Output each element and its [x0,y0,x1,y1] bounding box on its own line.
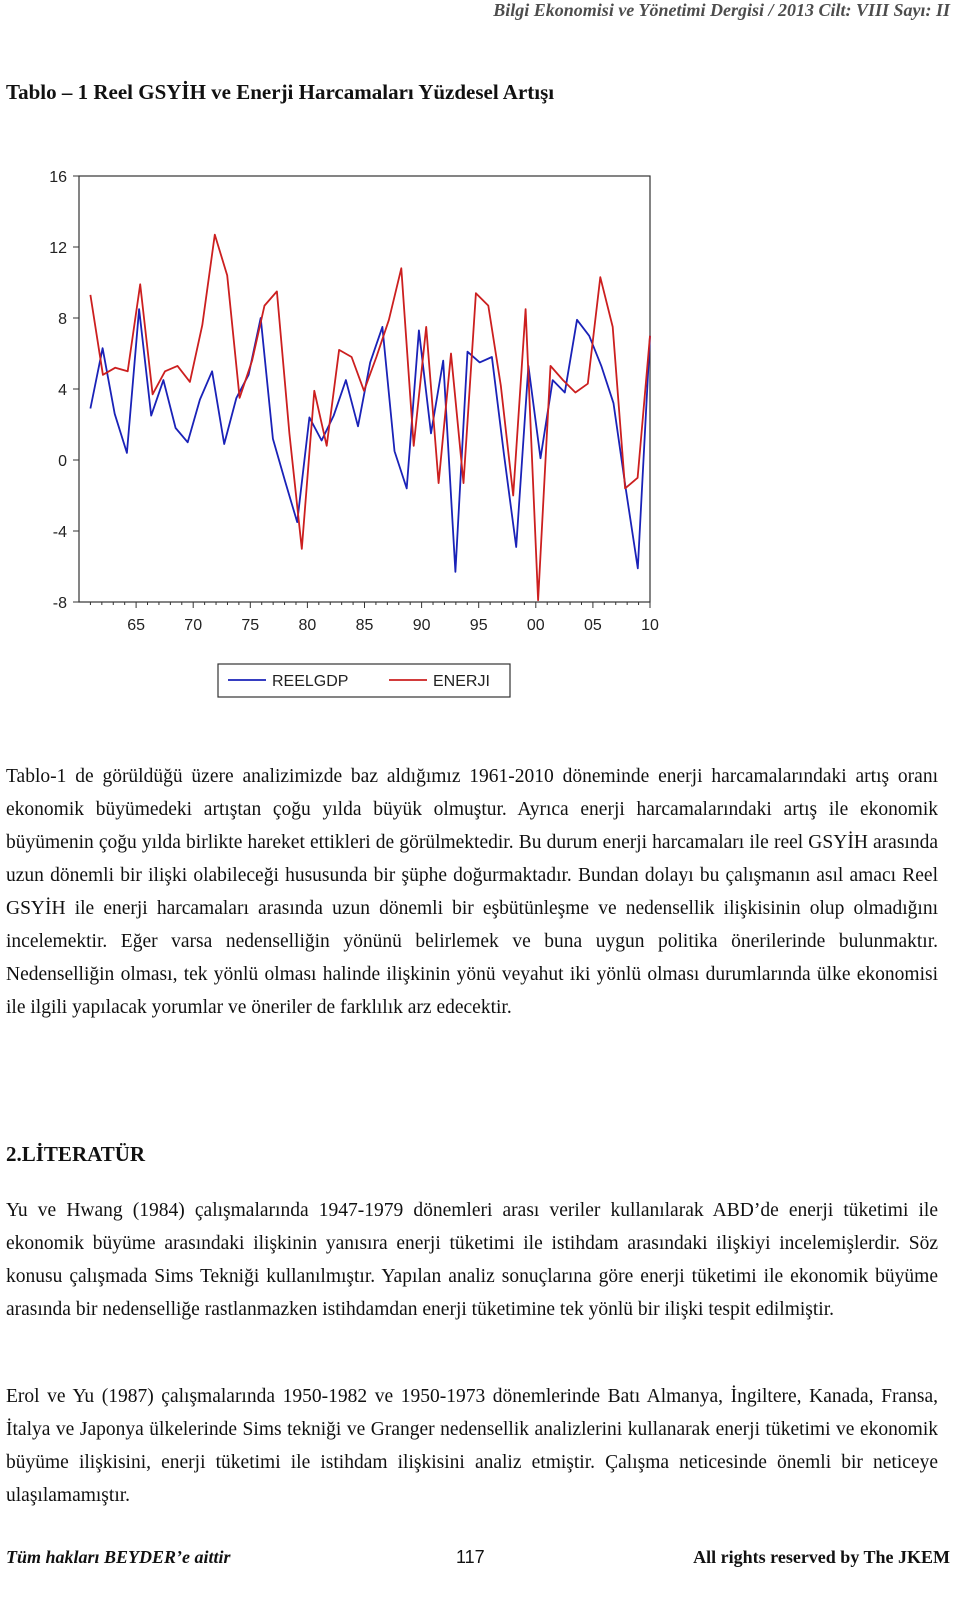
x-axis [90,602,659,634]
y-tick-label: 16 [49,169,67,186]
x-tick-label: 80 [298,617,317,634]
x-tick-label: 70 [184,617,203,634]
y-tick-label: 4 [58,382,67,399]
x-tick-label: 75 [241,617,260,634]
paragraph-analysis: Tablo-1 de görüldüğü üzere analizimizde baz aldığımız 1961-2010 döneminde enerji harcamalarındaki artış oranı ekonomik büyümedeki artıştan çoğu yılda büyük olmuştur. Ayrıca enerji harcamalarındaki artış ile ekonomik büyümenin çoğu yılda birlikte hareket ettikleri de görülmektedir. Bu durum enerji harcamaları ile reel GSYİH arasında uzun dönemli bir ilişki olabileceği hususunda bir şüphe doğurmaktadır. Bundan dolayı bu çalışmanın asıl amacı Reel GSYİH ile enerji harcamaları arasında uzun dönemli bir eşbütünleşme ve nedensellik ilişkisinin olup olmadığını incelemektir. Eğer varsa nedenselliğin yönünü belirlemek ve buna uygun politika önerilerinde bulunmaktır. Nedenselliğin olması, tek yönlü olması halinde ilişkinin yönü veyahut iki yönlü olması durumlarında ülke ekonomisi ile ilgili yapılacak yorumlar ve öneriler de farklılık arz edecektir. [6,766,938,1018]
series-layer [90,235,650,601]
chart-legend [218,664,510,697]
x-tick-label: 65 [127,617,145,634]
x-tick-label: 90 [412,617,431,634]
x-tick-label: 10 [641,617,659,634]
legend-label-reelgdp: REELGDP [272,673,349,690]
journal-header: Bilgi Ekonomisi ve Yönetimi Dergisi / 2013 Cilt: VIII Sayı: II [493,0,950,20]
legend-label-enerji: ENERJI [433,673,490,690]
y-tick-label: -8 [52,595,67,612]
y-tick-label: 8 [58,311,67,328]
y-tick-label: 12 [49,240,67,257]
footer-copyright-en: All rights reserved by The JKEM [693,1547,950,1567]
paragraph-erol-yu: Erol ve Yu (1987) çalışmalarında 1950-1982 ve 1950-1973 dönemlerinde Batı Almanya, İngiltere, Kanada, Fransa, İtalya ve Japonya ülkelerinde Sims tekniği ve Granger nedensellik analizlerini kullanarak enerji tüketimi ve ekonomik büyüme ilişkisini, enerji tüketimi ile istihdam ilişkisini analiz etmiştir. Çalışma neticesinde önemli bir neticeye ulaşılamamıştır. [6,1386,938,1506]
paragraph-yu-hwang: Yu ve Hwang (1984) çalışmalarında 1947-1979 dönemleri arası veriler kullanılarak ABD’de enerji tüketimi ile ekonomik büyüme arasındaki ilişkinin yanısıra enerji tüketimi ile istihdam arasındaki ilişkiyi incelemişlerdir. Söz konusu çalışmada Sims Tekniği kullanılmıştır. Yapılan analiz sonuçlarına göre enerji tüketimi ile ekonomik büyüme arasında bir nedenselliğe rastlanmazken istihdamdan enerji tüketimine tek yönlü bir ilişki tespit edilmiştir. [6,1200,938,1320]
x-tick-label: 05 [584,617,602,634]
x-tick-label: 00 [526,617,545,634]
footer-copyright-tr: Tüm hakları BEYDER’e aittir [6,1547,231,1567]
series-line-reelgdp [90,309,650,572]
y-axis [49,169,79,612]
table-caption: Tablo – 1 Reel GSYİH ve Enerji Harcamaları Yüzdesel Artışı [6,80,555,104]
section-heading: 2.LİTERATÜR [6,1142,146,1166]
y-tick-label: -4 [52,524,67,541]
page-number: 117 [456,1547,485,1567]
x-tick-label: 85 [355,617,374,634]
series-line-enerji [90,235,650,601]
y-tick-label: 0 [58,453,67,470]
x-tick-label: 95 [469,617,488,634]
line-chart [0,158,700,718]
